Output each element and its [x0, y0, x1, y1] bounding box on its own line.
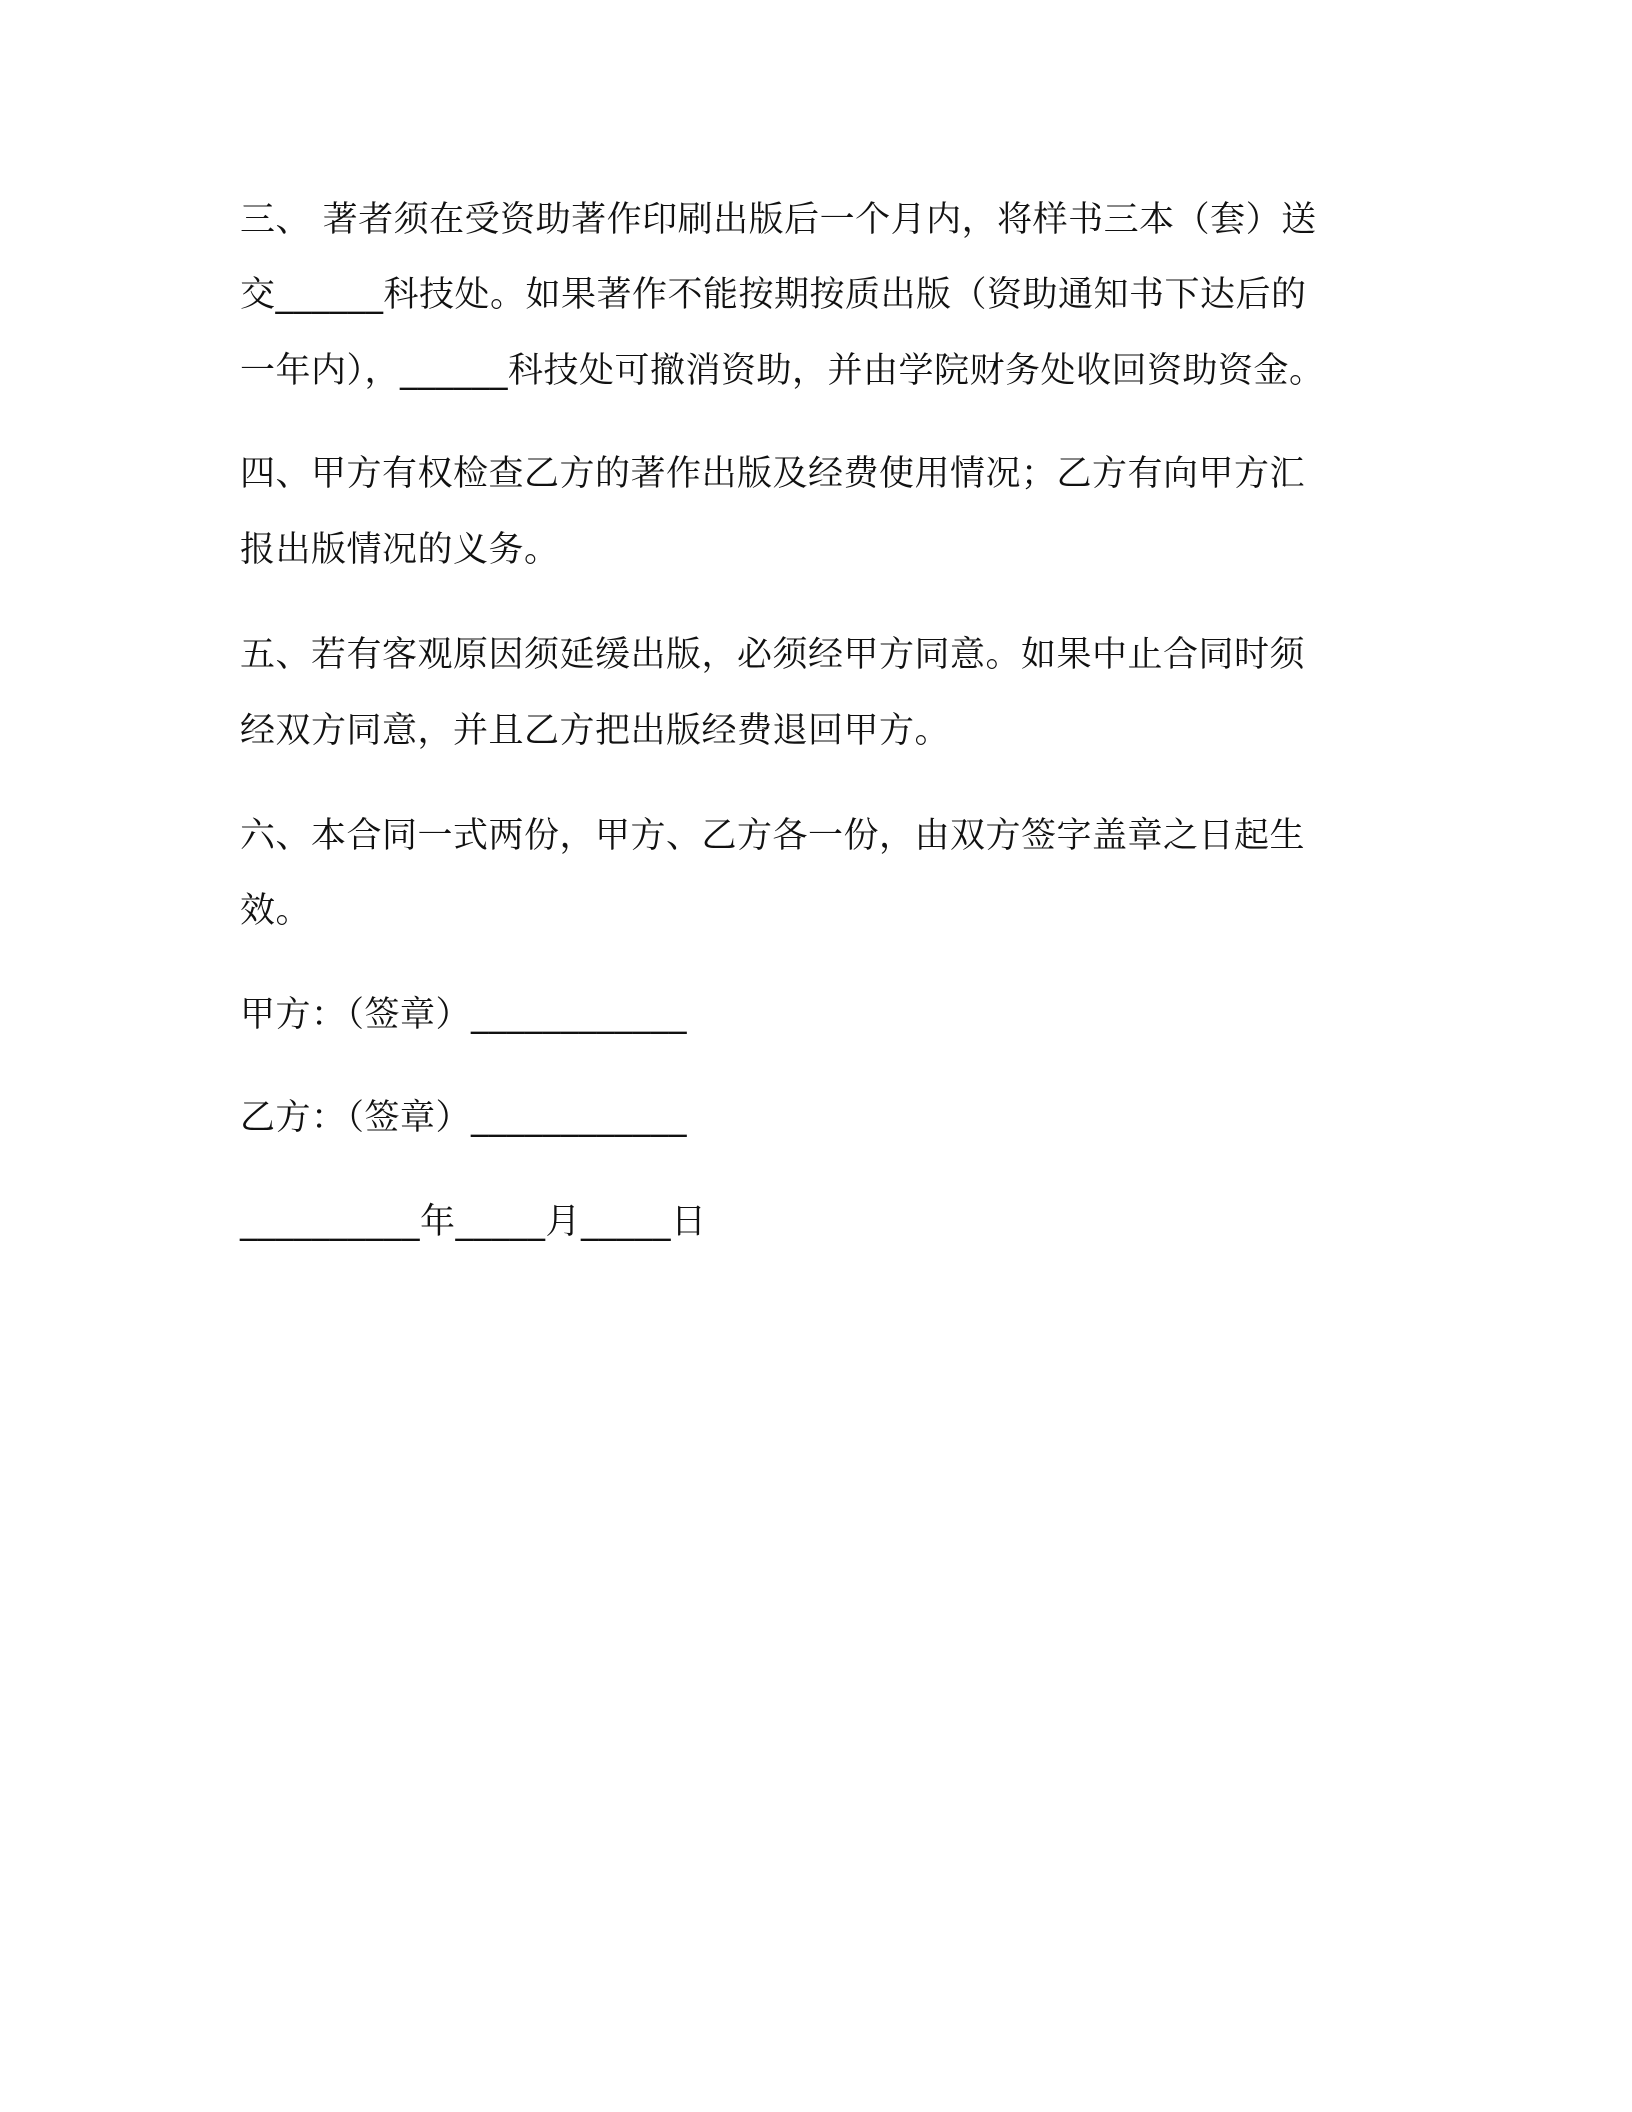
- clause-6-line-2: 效。: [240, 891, 312, 931]
- signature-date: __________年_____月_____日: [240, 1202, 707, 1242]
- clause-3-line-3: 一年内），______科技处可撤消资助，并由学院财务处收回资助资金。: [240, 351, 1325, 391]
- clause-5-line-1: 五、若有客观原因须延缓出版，必须经甲方同意。如果中止合同时须: [240, 635, 1306, 675]
- clause-6-line-1: 六、本合同一式两份，甲方、乙方各一份，由双方签字盖章之日起生: [240, 816, 1306, 856]
- clause-4-line-1: 四、甲方有权检查乙方的著作出版及经费使用情况；乙方有向甲方汇: [240, 454, 1306, 494]
- clause-4-line-2: 报出版情况的义务。: [240, 530, 560, 570]
- party-a-signature: 甲方：（签章）____________: [240, 995, 688, 1035]
- clause-3-line-1: 三、 著者须在受资助著作印刷出版后一个月内，将样书三本（套）送: [240, 200, 1317, 240]
- clause-3-line-2: 交______科技处。如果著作不能按期按质出版（资助通知书下达后的: [240, 275, 1307, 315]
- party-b-signature: 乙方：（签章）____________: [240, 1098, 688, 1138]
- clause-5-line-2: 经双方同意，并且乙方把出版经费退回甲方。: [240, 711, 951, 751]
